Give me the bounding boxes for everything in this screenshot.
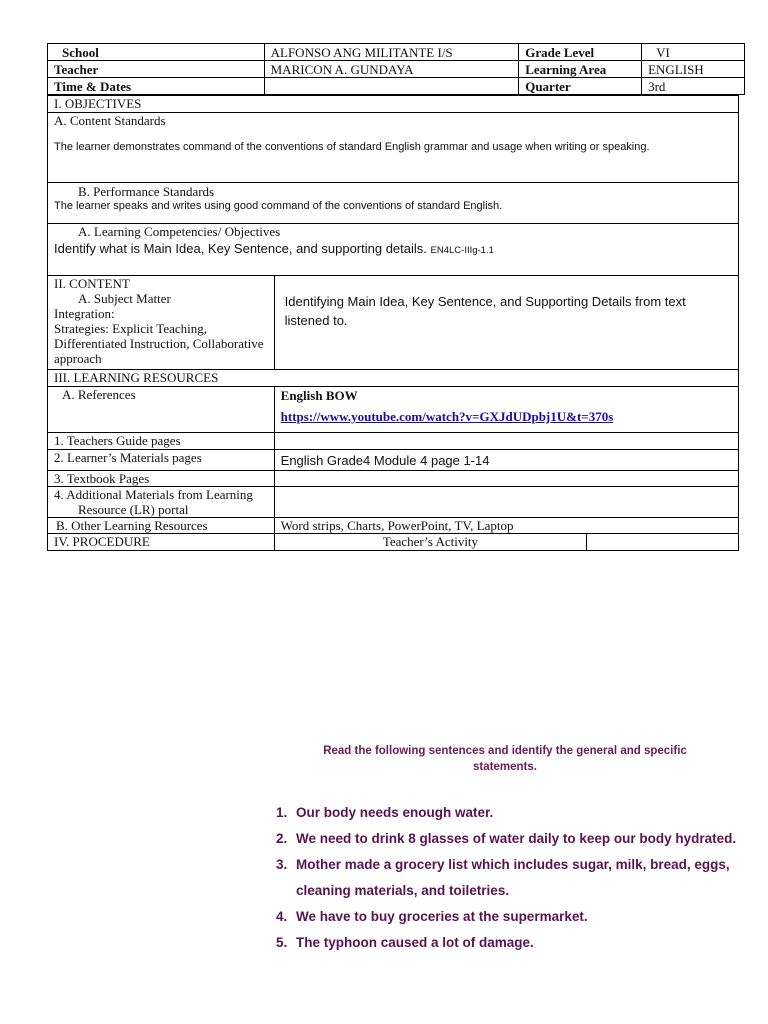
activity-sentence-list [276, 800, 746, 956]
subject-matter-text: Identifying Main Idea, Key Sentence, and Supporting Details from text listened to. [284, 294, 686, 328]
time-dates-value [264, 78, 519, 95]
activity-sentence-text: We need to drink 8 glasses of water daily to keep our body hydrated. [296, 831, 737, 846]
references-label-cell [48, 387, 275, 433]
am-value [274, 487, 738, 518]
references-value-cell [274, 387, 738, 433]
content-right-cell [274, 276, 738, 370]
subject-matter-label: A. Subject Matter [78, 291, 171, 306]
lesson-plan-table [47, 95, 739, 551]
activity-sentence-item [276, 852, 746, 904]
tb-value [274, 471, 738, 487]
strategies-label: Strategies: Explicit Teaching, Differentiated Instruction, Collaborative approach [54, 321, 264, 366]
activity-instruction: Read the following sentences and identify the general and specific statements. [323, 745, 687, 773]
am-label: 4. Additional Materials from Learning Resource (LR) portal [54, 487, 253, 517]
activity-sentence-text: The typhoon caused a lot of damage. [296, 935, 534, 950]
performance-standards-text: The learner speaks and writes using good command of the conventions of standard English. [54, 200, 503, 212]
learning-area-label: Learning Area [519, 61, 642, 78]
learning-area-value: ENGLISH [642, 61, 745, 78]
performance-standards-label: B. Performance Standards [78, 184, 215, 199]
quarter-value: 3rd [642, 78, 745, 95]
grade-level-label: Grade Level [519, 44, 642, 61]
objectives-heading: I. OBJECTIVES [54, 96, 142, 111]
resources-heading: III. LEARNING RESOURCES [54, 370, 219, 385]
activity-sentence-number: 5. [276, 935, 288, 950]
procedure-label-cell [48, 534, 275, 551]
activity-sentence-number: 1. [276, 805, 288, 820]
references-title: English BOW [280, 388, 358, 403]
competencies-code: EN4LC-IIIg-1.1 [430, 245, 494, 256]
lm-label-cell [48, 450, 275, 471]
lm-value-cell [274, 450, 738, 471]
tb-label: 3. Textbook Pages [54, 471, 150, 486]
pupil-activity-cell [587, 534, 739, 551]
activity-sentence-number: 3. [276, 857, 288, 872]
time-dates-label: Time & Dates [48, 78, 265, 95]
lm-value: English Grade4 Module 4 page 1-14 [280, 453, 490, 468]
tg-label-cell [48, 433, 275, 450]
content-standards-text: The learner demonstrates command of the conventions of standard English grammar and usage when writing or speaking. [54, 141, 650, 153]
school-value: ALFONSO ANG MILITANTE I/S [264, 44, 519, 61]
content-standards-cell [48, 113, 739, 183]
competencies-cell [48, 224, 739, 276]
activity-sentence-item [276, 930, 746, 956]
content-heading: II. CONTENT [54, 276, 130, 291]
integration-label: Integration: [54, 306, 115, 321]
lm-label: 2. Learner’s Materials pages [54, 450, 202, 465]
activity-sentence-number: 4. [276, 909, 288, 924]
tb-label-cell [48, 471, 275, 487]
activity-sentence-text: Mother made a grocery list which includes sugar, milk, bread, eggs, cleaning materials, and toiletries. [296, 857, 730, 898]
lesson-header-table [47, 43, 745, 95]
teacher-value: MARICON A. GUNDAYA [264, 61, 519, 78]
teacher-label: Teacher [48, 61, 265, 78]
competencies-line [54, 239, 732, 260]
teacher-activity-cell [274, 534, 587, 551]
performance-standards-cell [48, 183, 739, 224]
procedure-heading: IV. PROCEDURE [54, 534, 150, 549]
teacher-activity-label: Teacher’s Activity [382, 534, 479, 549]
activity-sentence-text: Our body needs enough water. [296, 805, 494, 820]
grade-level-value: VI [642, 44, 745, 61]
references-label: A. References [62, 387, 136, 402]
school-label: School [48, 44, 265, 61]
activity-sentence-number: 2. [276, 831, 288, 846]
competencies-text: Identify what is Main Idea, Key Sentence, and supporting details. [54, 241, 427, 256]
quarter-label: Quarter [519, 78, 642, 95]
activity-sentence-item [276, 826, 746, 852]
competencies-label: A. Learning Competencies/ Objectives [78, 224, 281, 239]
other-value: Word strips, Charts, PowerPoint, TV, Laptop [274, 518, 738, 534]
activity-sentence-text: We have to buy groceries at the supermarket. [296, 909, 588, 924]
other-label-cell [48, 518, 275, 534]
objectives-row [48, 96, 739, 113]
tg-label: 1. Teachers Guide pages [54, 433, 181, 448]
other-label: B. Other Learning Resources [56, 518, 208, 533]
content-left-cell [48, 276, 275, 370]
am-label-cell [48, 487, 275, 518]
activity-sentence-item [276, 800, 746, 826]
references-link[interactable]: https://www.youtube.com/watch?v=GXJdUDpbj1U&t=370s [280, 409, 614, 424]
activity-sentence-item [276, 904, 746, 930]
content-standards-label: A. Content Standards [54, 113, 166, 128]
resources-row [48, 370, 739, 387]
tg-value [274, 433, 738, 450]
